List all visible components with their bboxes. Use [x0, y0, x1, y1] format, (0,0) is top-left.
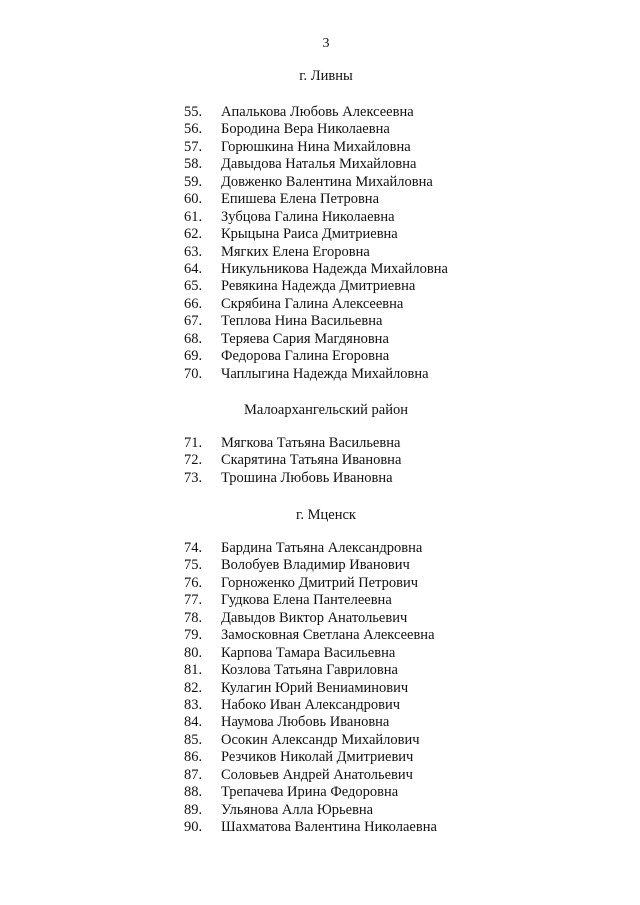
section-heading-livny: г. Ливны: [299, 68, 353, 84]
entry-number: 89.: [184, 801, 203, 818]
entry-name: Ульянова Алла Юрьевна: [221, 801, 374, 818]
entry-name: Трепачева Ирина Федоровна: [221, 784, 399, 801]
entry-number: 79.: [184, 627, 203, 644]
entry-number: 57.: [184, 138, 203, 155]
entry-number: 69.: [184, 348, 203, 365]
entry-name: Теряева Сария Магдяновна: [221, 330, 389, 347]
entry-name: Осокин Александр Михайлович: [221, 731, 420, 748]
entry-name: Давыдов Виктор Анатольевич: [221, 609, 408, 626]
entry-number: 58.: [184, 156, 203, 173]
entry-name: Резчиков Николай Дмитриевич: [221, 749, 414, 766]
entry-name: Чаплыгина Надежда Михайловна: [221, 365, 429, 382]
entry-number: 59.: [184, 173, 203, 190]
entry-name: Апалькова Любовь Алексеевна: [221, 104, 414, 120]
entry-name: Скрябина Галина Алексеевна: [221, 295, 404, 312]
entry-number: 85.: [184, 731, 203, 748]
entry-name: Наумова Любовь Ивановна: [221, 714, 390, 731]
entry-name: Зубцова Галина Николаевна: [221, 208, 395, 225]
entry-number: 76.: [184, 574, 203, 591]
entry-name: Теплова Нина Васильевна: [221, 313, 383, 330]
entry-number: 81.: [184, 662, 203, 679]
entry-number: 61.: [184, 208, 203, 225]
entry-name: Бородина Вера Николаевна: [221, 121, 390, 138]
entry-number: 65.: [184, 278, 203, 295]
entry-name: Епишева Елена Петровна: [221, 191, 380, 208]
entry-number: 66.: [184, 295, 203, 312]
entry-number: 55.: [184, 104, 203, 120]
entry-number: 80.: [184, 644, 203, 661]
entry-number: 74.: [184, 540, 203, 556]
entry-name: Мягких Елена Егоровна: [221, 243, 370, 260]
entry-number: 70.: [184, 365, 203, 382]
entry-number: 56.: [184, 121, 203, 138]
entry-number: 68.: [184, 330, 203, 347]
entry-number: 78.: [184, 609, 203, 626]
entry-number: 82.: [184, 679, 203, 696]
section-heading-maloarkhangelsk: Малоархангельский район: [243, 402, 408, 418]
section-heading-mtsensk: г. Мценск: [296, 507, 356, 523]
entry-name: Горноженко Дмитрий Петрович: [221, 574, 419, 591]
entry-number: 62.: [184, 226, 203, 243]
entry-name: Давыдова Наталья Михайловна: [221, 156, 417, 173]
entry-name: Волобуев Владимир Иванович: [221, 557, 410, 574]
entry-name: Мягкова Татьяна Васильевна: [221, 435, 401, 451]
entry-name: Кулагин Юрий Вениаминович: [221, 679, 409, 696]
entry-name: Гудкова Елена Пантелеевна: [221, 592, 392, 609]
entry-name: Федорова Галина Егоровна: [221, 348, 390, 365]
entry-name: Набоко Иван Александрович: [221, 696, 401, 713]
entry-number: 84.: [184, 714, 203, 731]
entry-name: Ревякина Надежда Дмитриевна: [221, 278, 416, 295]
entry-name: Карпова Тамара Васильевна: [221, 644, 396, 661]
entry-number: 72.: [184, 452, 203, 469]
entry-name: Никульникова Надежда Михайловна: [221, 260, 448, 277]
entry-name: Козлова Татьяна Гавриловна: [221, 662, 398, 679]
entry-name: Трошина Любовь Ивановна: [221, 469, 393, 486]
entry-name: Скарятина Татьяна Ивановна: [221, 452, 402, 469]
entry-number: 90.: [184, 819, 203, 835]
entry-number: 87.: [184, 766, 203, 783]
entry-number: 75.: [184, 557, 203, 574]
entry-name: Довженко Валентина Михайловна: [221, 173, 433, 190]
entry-name: Крыцына Раиса Дмитриевна: [221, 226, 398, 243]
entry-number: 63.: [184, 243, 203, 260]
entry-number: 88.: [184, 784, 203, 801]
entry-number: 67.: [184, 313, 203, 330]
entry-name: Горюшкина Нина Михайловна: [221, 138, 411, 155]
entry-number: 86.: [184, 749, 203, 766]
entry-name: Шахматова Валентина Николаевна: [221, 819, 437, 835]
entry-number: 64.: [184, 260, 203, 277]
entry-number: 77.: [184, 592, 203, 609]
entry-name: Бардина Татьяна Александровна: [221, 540, 423, 556]
entry-number: 60.: [184, 191, 203, 208]
entry-number: 73.: [184, 469, 203, 486]
entry-number: 71.: [184, 435, 203, 451]
entry-name: Соловьев Андрей Анатольевич: [221, 766, 413, 783]
entry-name: Замосковная Светлана Алексеевна: [221, 627, 435, 644]
entry-number: 83.: [184, 696, 203, 713]
page-number: 3: [322, 36, 330, 51]
